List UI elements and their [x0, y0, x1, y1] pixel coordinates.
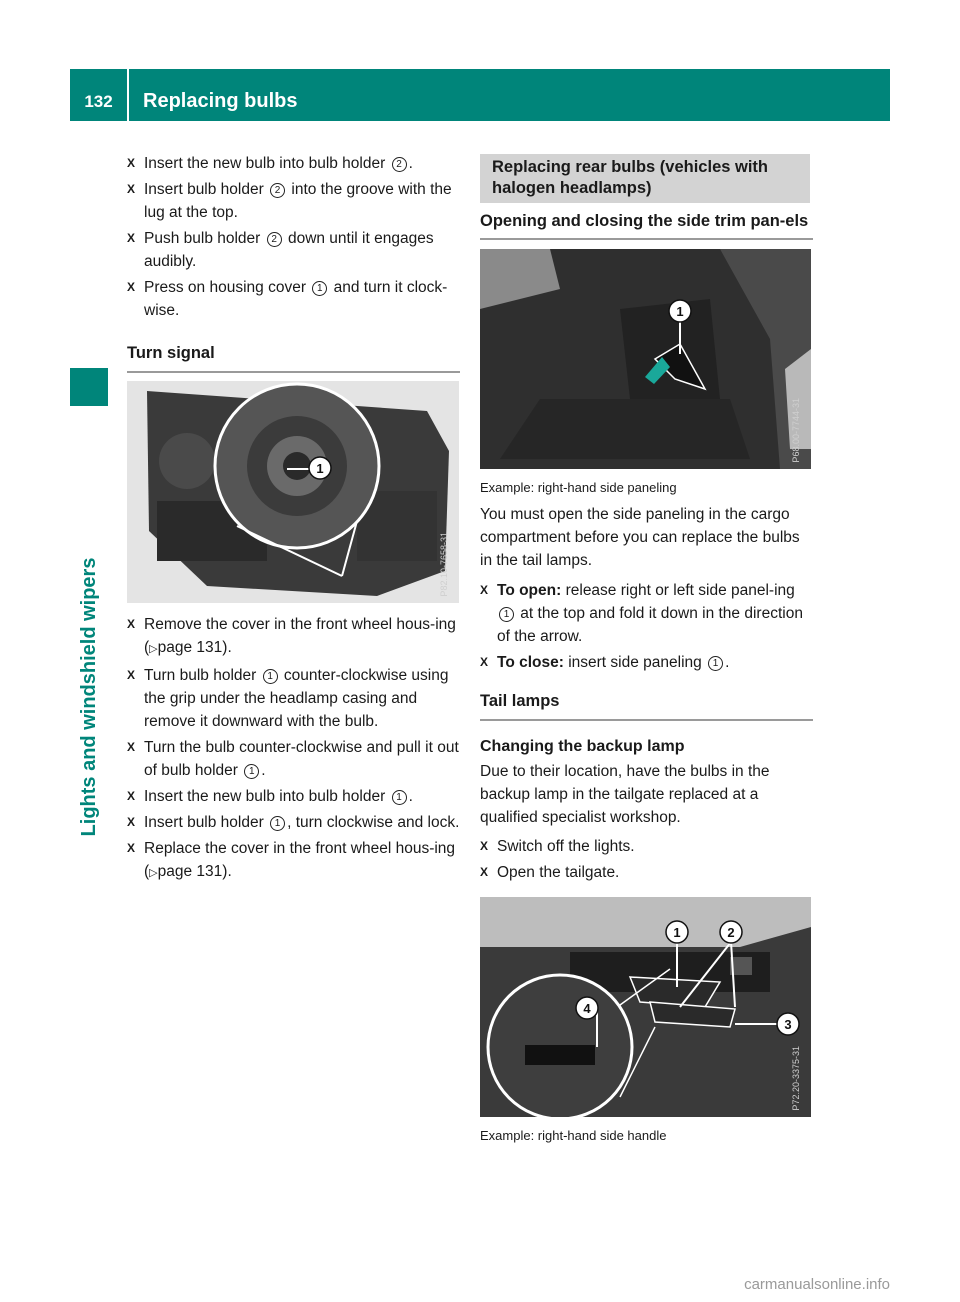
figure-callout: 1 [673, 925, 681, 940]
callout-ref: 1 [244, 764, 259, 779]
figure-reference-code: P72.20-3375-31 [791, 1046, 801, 1111]
list-item: X To open: release right or left side panel-ing 1 at the top and fold it down in the direction of the arrow. [480, 579, 813, 648]
cargo-compartment-illustration [480, 249, 811, 469]
page-reference-link[interactable]: page 131 [157, 639, 223, 656]
list-item: X Replace the cover in the front wheel hous-ing (▷page 131). [127, 837, 460, 885]
arrow-right-icon: X [480, 583, 489, 597]
arrow-right-icon: X [480, 655, 489, 669]
figure-callout: 1 [316, 461, 324, 476]
list-item: X Insert the new bulb into bulb holder 2 . [127, 152, 460, 175]
section-marker [70, 368, 108, 406]
paragraph: You must open the side paneling in the cargo compartment before you can replace the bulbs in the tail lamps. [480, 506, 800, 569]
watermark: carmanualsonline.info [744, 1276, 890, 1293]
sub-heading-backup-lamp: Changing the backup lamp [480, 738, 685, 755]
arrow-right-icon: X [127, 182, 136, 196]
section-heading-tail-lamps: Tail lamps [480, 690, 813, 721]
left-column [127, 152, 460, 888]
callout-ref: 1 [270, 816, 285, 831]
page-reference-link[interactable]: page 131 [157, 863, 223, 880]
list-item: X Open the tailgate. [480, 861, 813, 884]
arrow-right-icon: X [127, 668, 136, 682]
arrow-right-icon: X [480, 865, 489, 879]
callout-ref: 2 [270, 183, 285, 198]
figure-callout: 3 [784, 1017, 792, 1032]
callout-ref: 2 [267, 232, 282, 247]
list-item: X Push bulb holder 2 down until it engages audibly. [127, 227, 460, 273]
gray-section-heading: Replacing rear bulbs (vehicles with halogen headlamps) [480, 154, 810, 203]
tailgate-illustration [480, 897, 811, 1117]
list-item: X Remove the cover in the front wheel hous-ing (▷page 131). [127, 613, 460, 661]
arrow-right-icon: X [127, 280, 136, 294]
figure-caption: Example: right-hand side handle [480, 1128, 667, 1143]
list-item: X Turn the bulb counter-clockwise and pull it out of bulb holder 1 . [127, 736, 460, 782]
figure-callout: 4 [583, 1001, 591, 1016]
right-column [480, 154, 813, 1145]
arrow-right-icon: X [127, 789, 136, 803]
list-item: X Insert bulb holder 2 into the groove with the lug at the top. [127, 178, 460, 224]
side-tab [74, 557, 104, 837]
arrow-right-icon: X [127, 231, 136, 245]
list-item: X Insert the new bulb into bulb holder 1 . [127, 785, 460, 808]
list-item: X Turn bulb holder 1 counter-clockwise using the grip under the headlamp casing and remove it downward with the bulb. [127, 664, 460, 733]
figure-callout: 2 [727, 925, 735, 940]
list-item: X Switch off the lights. [480, 835, 813, 858]
triangle-right-icon: ▷ [149, 867, 158, 879]
callout-ref: 1 [499, 607, 514, 622]
figure-caption: Example: right-hand side paneling [480, 480, 677, 495]
paragraph: Due to their location, have the bulbs in the backup lamp in the tailgate replaced at a qualified specialist workshop. [480, 763, 770, 826]
side-tab-label: Lights and windshield wipers [77, 557, 100, 837]
arrow-right-icon: X [127, 815, 136, 829]
headlamp-illustration [127, 381, 459, 603]
figure-reference-code: P82.10-7658-31 [439, 532, 449, 597]
figure-callout: 1 [676, 304, 684, 319]
callout-ref: 1 [263, 669, 278, 684]
list-item: X Press on housing cover 1 and turn it clock-wise. [127, 276, 460, 322]
list-item: X To close: insert side paneling 1 . [480, 651, 813, 674]
page-title: Replacing bulbs [143, 89, 298, 112]
callout-ref: 1 [312, 281, 327, 296]
triangle-right-icon: ▷ [149, 643, 158, 655]
page-header [70, 69, 890, 121]
section-heading-turn-signal: Turn signal [127, 342, 460, 373]
arrow-right-icon: X [127, 156, 136, 170]
tailgate-figure [480, 897, 811, 1117]
arrow-right-icon: X [127, 740, 136, 754]
page-number: 132 [84, 92, 113, 111]
cargo-figure [480, 249, 811, 469]
arrow-right-icon: X [127, 617, 136, 631]
list-item: X Insert bulb holder 1 , turn clockwise and lock. [127, 811, 460, 834]
callout-ref: 2 [392, 157, 407, 172]
arrow-right-icon: X [480, 839, 489, 853]
figure-reference-code: P68.00-7744-31 [791, 398, 801, 463]
headlamp-figure [127, 381, 459, 603]
section-heading-side-trim: Opening and closing the side trim pan-els [480, 211, 813, 240]
callout-ref: 1 [392, 790, 407, 805]
callout-ref: 1 [708, 656, 723, 671]
arrow-right-icon: X [127, 841, 136, 855]
